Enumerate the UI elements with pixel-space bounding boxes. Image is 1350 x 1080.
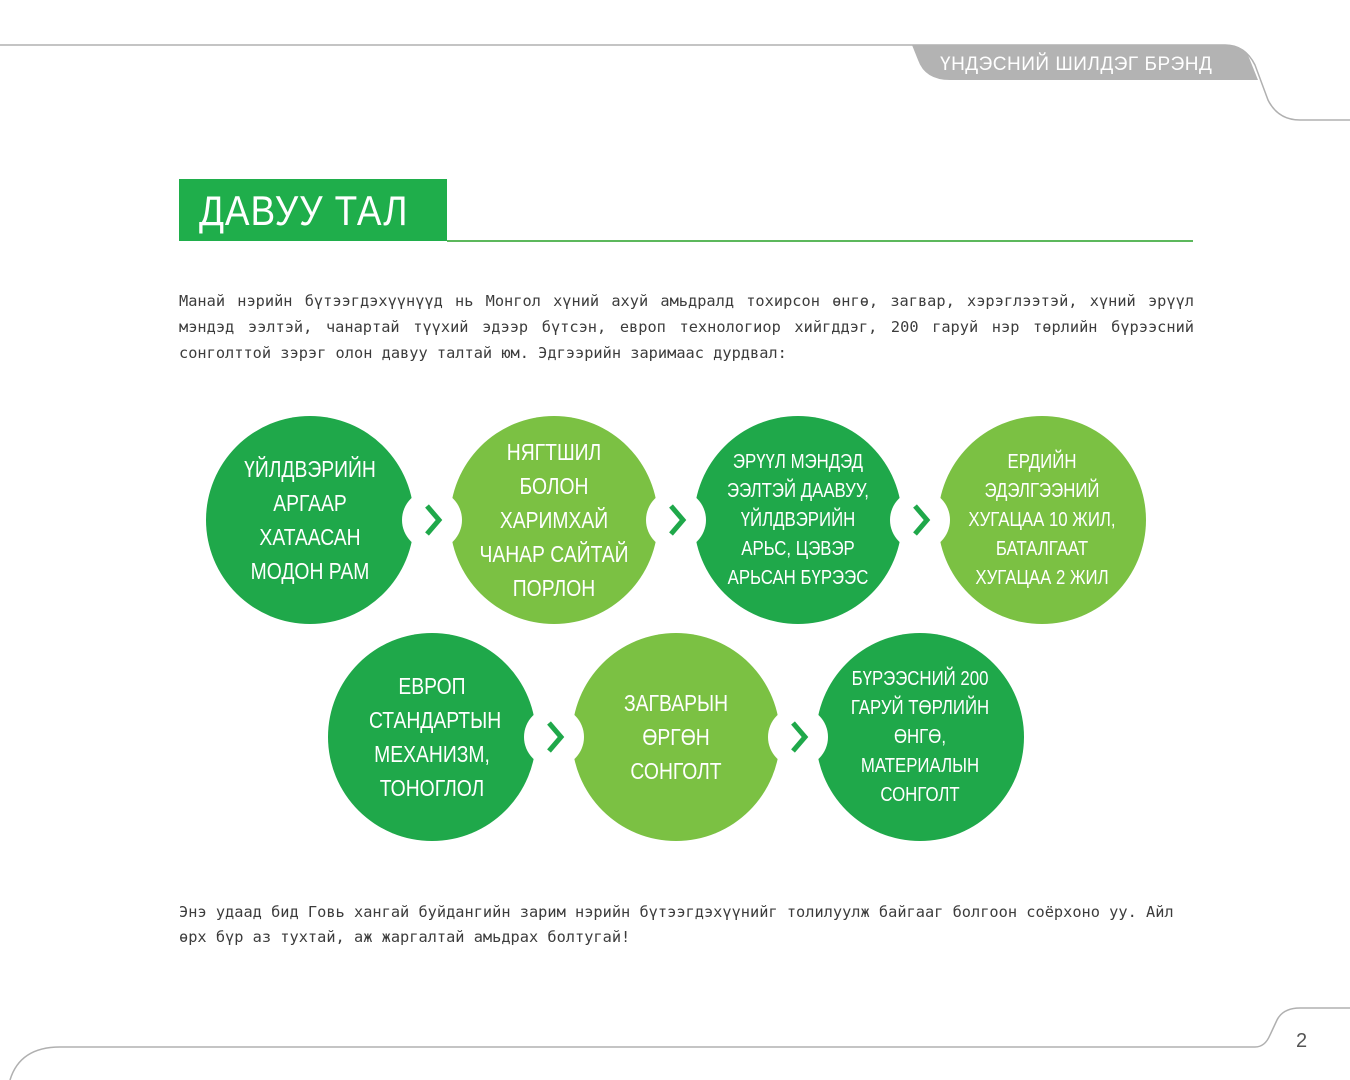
- advantage-circle-1: [206, 416, 414, 624]
- section-title: ДАВУУ ТАЛ: [199, 187, 409, 234]
- intro-paragraph: Манай нэрийн бүтээгдэхүүнүүд нь Монгол хүний ахуй амьдралд тохирсон өнгө, загвар, хэрэглээтэй, хүний эрүүл мэндэд ээлтэй, чанартай түүхий эдээр бүтсэн, европ технологиор хийгддэг, 200 гаруй нэр төрлийн бүрээсний сонголттой зэрэг олон давуу талтай юм. Эдгээрийн заримаас дурдвал:: [179, 292, 1194, 362]
- chevron-connector-1: [402, 490, 462, 550]
- chevron-right-icon: [768, 707, 828, 767]
- advantage-text-2: НЯГТШИЛ БОЛОН ХАРИМХАЙ ЧАНАР САЙТАЙ ПОРЛОН: [479, 439, 629, 601]
- chevron-connector-2: [646, 490, 706, 550]
- chevron-right-icon: [402, 490, 462, 550]
- chevron-connector-5: [768, 707, 828, 767]
- page-number: 2: [1296, 1030, 1308, 1052]
- header-brand-label: ҮНДЭСНИЙ ШИЛДЭГ БРЭНД: [940, 54, 1213, 75]
- advantage-circle-5: [328, 633, 536, 841]
- chevron-right-icon: [524, 707, 584, 767]
- chevron-right-icon: [890, 490, 950, 550]
- chevron-connector-3: [890, 490, 950, 550]
- section-title-rule: [447, 240, 1193, 242]
- advantage-text-1: ҮЙЛДВЭРИЙН АРГААР ХАТААСАН МОДОН РАМ: [244, 456, 376, 584]
- advantage-circle-7: [816, 633, 1024, 841]
- chevron-right-icon: [646, 490, 706, 550]
- advantage-text-3: ЭРҮҮЛ МЭНДЭД ЭЭЛТЭЙ ДААВУУ, ҮЙЛДВЭРИЙН АРЬС, ЦЭВЭР АРЬСАН БҮРЭЭС: [727, 450, 869, 589]
- advantage-text-6: ЗАГВАРЫН ӨРГӨН СОНГОЛТ: [623, 690, 729, 784]
- advantage-circle-6: [572, 633, 780, 841]
- advantage-text-4: ЕРДИЙН ЭДЭЛГЭЭНИЙ ХУГАЦАА 10 ЖИЛ, БАТАЛГААТ ХУГАЦАА 2 ЖИЛ: [968, 450, 1116, 589]
- advantage-text-5: ЕВРОП СТАНДАРТЫН МЕХАНИЗМ, ТОНОГЛОЛ: [369, 673, 502, 801]
- chevron-connector-4: [524, 707, 584, 767]
- advantage-text-7: БҮРЭЭСНИЙ 200 ГАРУЙ ТӨРЛИЙН ӨНГӨ, МАТЕРИАЛЫН СОНГОЛТ: [850, 667, 990, 806]
- advantage-circle-3: [694, 416, 902, 624]
- outro-paragraph: Энэ удаад бид Говь хангай буйдангийн зарим нэрийн бүтээгдэхүүнийг толилуулж байгааг болгоон соёрхоно уу. Айл өрх бүр аз тухтай, аж жаргалтай амьдрах болтугай!: [179, 903, 1174, 946]
- advantage-circle-2: [450, 416, 658, 624]
- advantage-circle-4: [938, 416, 1146, 624]
